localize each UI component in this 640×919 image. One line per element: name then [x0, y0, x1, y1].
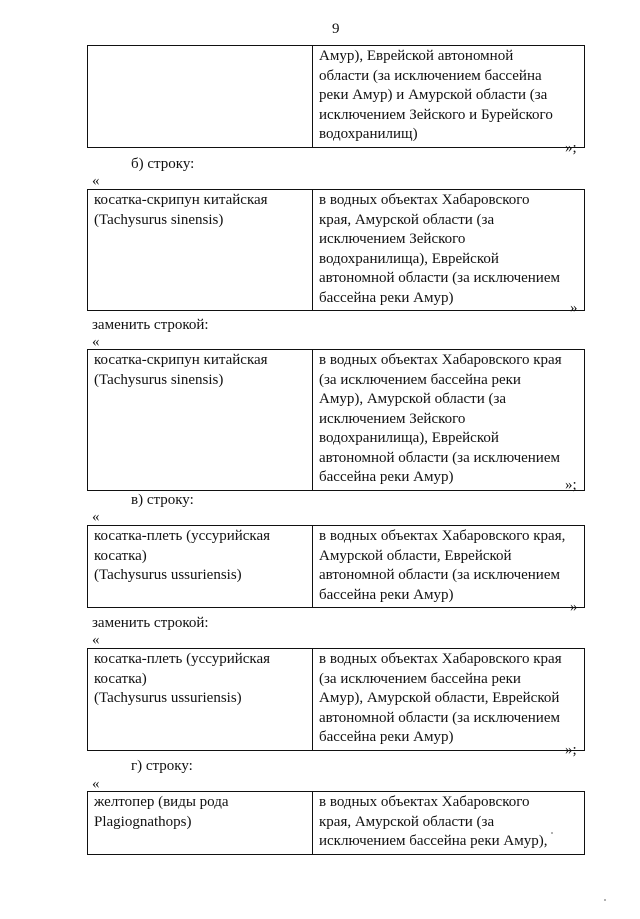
cell-line: автономной области (за исключением: [319, 449, 560, 466]
location-cell: [313, 46, 585, 148]
close-quote: »: [570, 599, 578, 615]
open-quote: «: [92, 173, 100, 189]
cell-line: в водных объектах Хабаровского: [319, 192, 530, 208]
open-quote: «: [92, 334, 100, 350]
cell-line: Амур), Амурской области (за: [319, 391, 507, 407]
cell-line: Амурской области, Еврейской: [319, 547, 512, 564]
cell-line: в водных объектах Хабаровского края,: [319, 528, 566, 544]
species-cell: [88, 792, 313, 855]
cell-line: (Tachysurus sinensis): [94, 371, 224, 388]
location-cell: [313, 350, 585, 491]
cell-line: водохранилища), Еврейской: [319, 430, 499, 446]
open-quote: «: [92, 776, 100, 792]
cell-line: автономной области (за исключением: [319, 270, 560, 286]
cell-line: бассейна реки Амур): [319, 289, 454, 306]
species-cell: [88, 190, 313, 311]
section-heading: в) строку:: [131, 492, 194, 508]
table-row: [88, 350, 585, 491]
table-row: [88, 46, 585, 148]
open-quote: «: [92, 632, 100, 648]
cell-line: водохранилища), Еврейской: [319, 250, 499, 267]
replacement-table-old: [87, 791, 585, 855]
cell-line: косатка-скрипун китайская: [94, 352, 268, 368]
cell-line: в водных объектах Хабаровского края: [319, 352, 562, 368]
species-cell: [88, 649, 313, 751]
cell-line: исключением Зейского: [319, 410, 466, 427]
table-row: [88, 526, 585, 608]
section-heading: заменить строкой:: [92, 317, 209, 333]
replacement-table-old: [87, 189, 585, 311]
cell-line: косатка-скрипун китайская: [94, 192, 268, 208]
page-number: 9: [332, 21, 340, 37]
cell-line: (за исключением бассейна реки: [319, 670, 521, 687]
replacement-table-new: [87, 349, 585, 491]
cell-line: бассейна реки Амур): [319, 586, 454, 603]
location-cell: [313, 190, 585, 311]
replacement-table-old: [87, 525, 585, 608]
table-row: [88, 792, 585, 855]
cell-line: исключением Зейского: [319, 231, 466, 247]
cell-line: исключением бассейна реки Амур),: [319, 833, 548, 849]
cell-line: косатка-плеть (уссурийская: [94, 528, 271, 544]
cell-line: автономной области (за исключением: [319, 567, 560, 583]
scan-speck: [604, 899, 606, 901]
location-cell: [313, 526, 585, 608]
cell-line: косатка-плеть (уссурийская: [94, 651, 271, 667]
cell-line: края, Амурской области (за: [319, 211, 495, 228]
cell-line: водохранилищ): [319, 126, 418, 142]
close-quote: »;: [565, 477, 577, 493]
cell-line: (Tachysurus sinensis): [94, 211, 224, 228]
close-quote: »;: [565, 140, 577, 156]
close-quote: »: [570, 300, 578, 316]
cell-line: бассейна реки Амур): [319, 469, 454, 485]
cell-line: в водных объектах Хабаровского края: [319, 651, 562, 667]
location-cell: [313, 792, 585, 855]
cell-line: реки Амур) и Амурской области (за: [319, 87, 548, 103]
cell-line: косатка): [94, 547, 147, 564]
species-cell: [88, 46, 313, 148]
scan-speck: [551, 832, 553, 834]
cell-line: желтопер (виды рода: [94, 794, 229, 810]
cell-line: бассейна реки Амур): [319, 729, 454, 745]
cell-line: Амур), Амурской области, Еврейской: [319, 690, 560, 706]
cell-line: (за исключением бассейна реки: [319, 371, 521, 388]
cell-line: в водных объектах Хабаровского: [319, 794, 530, 810]
cell-line: косатка): [94, 670, 147, 687]
cell-line: автономной области (за исключением: [319, 709, 560, 726]
cell-line: (Tachysurus ussuriensis): [94, 690, 242, 706]
cell-line: (Tachysurus ussuriensis): [94, 567, 242, 583]
section-heading: б) строку:: [131, 156, 195, 172]
section-heading: г) строку:: [131, 758, 193, 774]
cell-line: Амур), Еврейской автономной: [319, 48, 514, 64]
table-row: [88, 649, 585, 751]
close-quote: »;: [565, 742, 577, 758]
cell-line: Plagiognathops): [94, 813, 192, 830]
cell-line: области (за исключением бассейна: [319, 67, 542, 84]
species-cell: [88, 350, 313, 491]
cell-line: исключением Зейского и Бурейского: [319, 106, 553, 123]
section-heading: заменить строкой:: [92, 615, 209, 631]
open-quote: «: [92, 509, 100, 525]
cell-line: края, Амурской области (за: [319, 813, 495, 830]
replacement-table-new: [87, 648, 585, 751]
continuation-table: [87, 45, 585, 148]
species-cell: [88, 526, 313, 608]
location-cell: [313, 649, 585, 751]
table-row: [88, 190, 585, 311]
